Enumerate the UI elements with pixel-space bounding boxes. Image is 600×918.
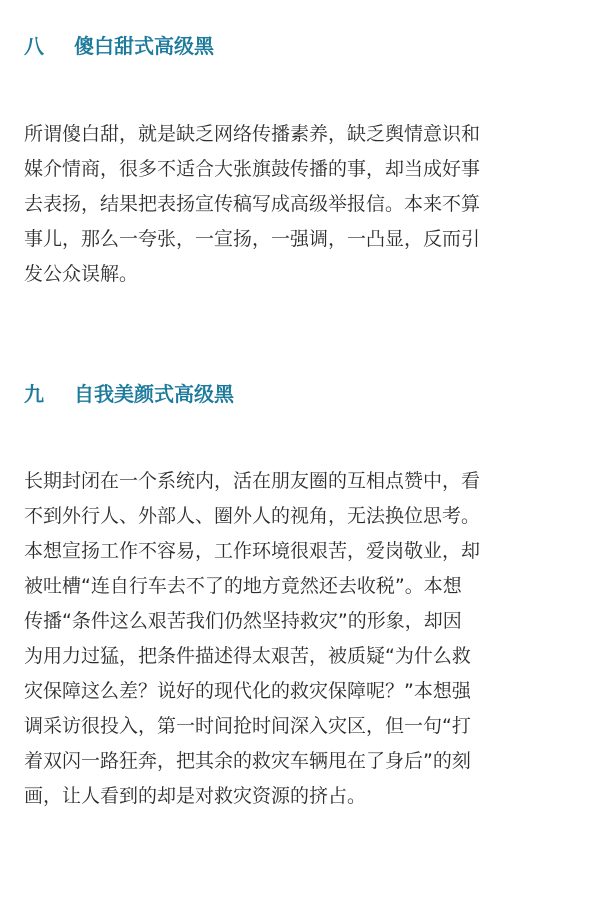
paragraph-line: 不到外行人、外部人、圈外人的视角，无法换位思考。 xyxy=(24,505,481,527)
paragraph-line: 本想宣扬工作不容易，工作环境很艰苦，爱岗敬业，却 xyxy=(24,540,481,562)
section-heading-8 xyxy=(24,32,214,60)
paragraph-line: 所谓傻白甜，就是缺乏网络传播素养，缺乏舆情意识和 xyxy=(24,123,481,145)
paragraph-line: 事儿，那么一夸张，一宣扬，一强调，一凸显，反而引 xyxy=(24,228,481,250)
section-paragraph-8 xyxy=(24,117,580,292)
paragraph-line: 灾保障这么差？说好的现代化的救灾保障呢？”本想强 xyxy=(24,680,471,702)
section-number: 八 xyxy=(24,34,44,58)
section-paragraph-9 xyxy=(24,464,580,814)
paragraph-line: 为用力过猛，把条件描述得太艰苦，被质疑“为什么救 xyxy=(24,645,471,667)
section-title: 自我美颜式高级黑 xyxy=(74,382,234,406)
paragraph-line: 去表扬，结果把表扬宣传稿写成高级举报信。本来不算 xyxy=(24,193,481,215)
section-title: 傻白甜式高级黑 xyxy=(74,34,214,58)
section-heading-9 xyxy=(24,380,234,408)
paragraph-line: 媒介情商，很多不适合大张旗鼓传播的事，却当成好事 xyxy=(24,158,481,180)
paragraph-line: 发公众误解。 xyxy=(24,263,139,285)
paragraph-line: 画，让人看到的却是对救灾资源的挤占。 xyxy=(24,785,367,807)
paragraph-line: 长期封闭在一个系统内，活在朋友圈的互相点赞中，看 xyxy=(24,470,481,492)
paragraph-line: 调采访很投入，第一时间抢时间深入灾区，但一句“打 xyxy=(24,715,471,737)
paragraph-line: 传播“条件这么艰苦我们仍然坚持救灾”的形象，却因 xyxy=(24,610,462,632)
paragraph-line: 被吐槽“连自行车去不了的地方竟然还去收税”。本想 xyxy=(24,575,462,597)
section-number: 九 xyxy=(24,382,44,406)
paragraph-line: 着双闪一路狂奔，把其余的救灾车辆甩在了身后”的刻 xyxy=(24,750,471,772)
